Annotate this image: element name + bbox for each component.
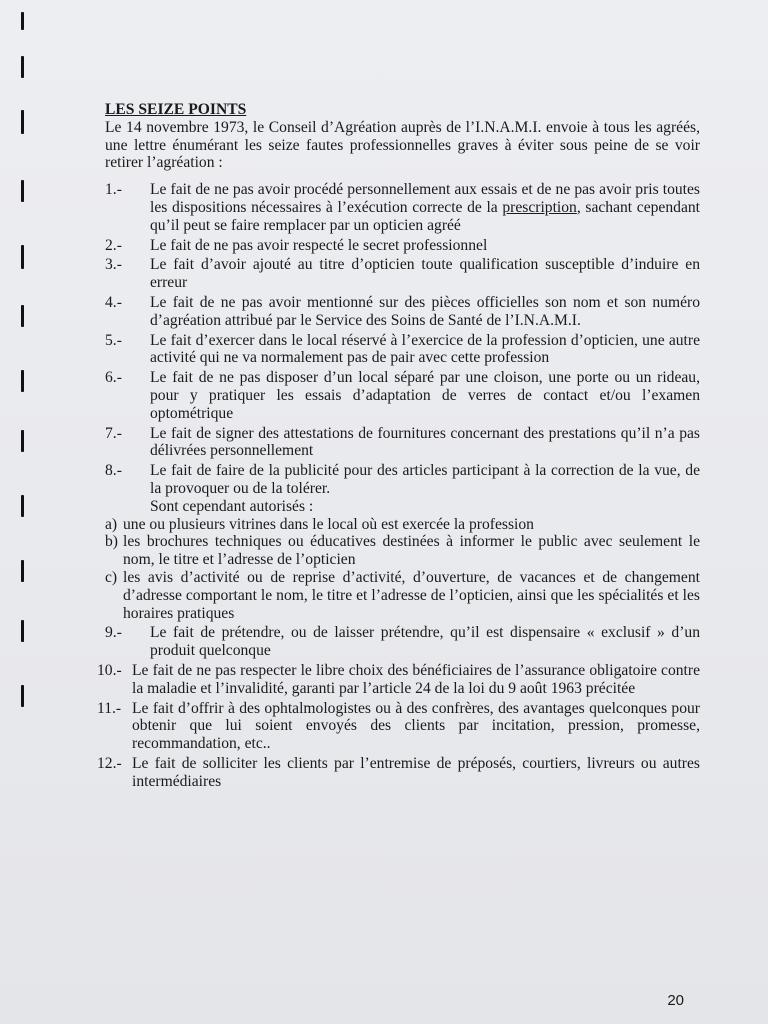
sub-intro: Sont cependant autorisés :	[150, 497, 314, 515]
list-item: 7.- Le fait de signer des attestations de fournitures concernant des prestations qu’il n’a pas délivrées personnellement	[105, 424, 700, 460]
page-title: LES SEIZE POINTS	[105, 101, 247, 118]
sub-list-item: b) les brochures techniques ou éducatives destinées à informer le public avec seulement le nom, le titre et l’adresse de l’opticien	[105, 533, 700, 569]
binder-marks	[18, 0, 28, 1024]
list-item: 6.- Le fait de ne pas disposer d’un local séparé par une cloison, une porte ou un rideau, pour y pratiquer les essais d’adaptation de verres de contact et/ou l’examen optométrique	[105, 369, 700, 422]
sub-list-item: c) les avis d’activité ou de reprise d’activité, d’ouverture, de vacances et de changement d’adresse comportant le nom, le titre et l’adresse de l’opticien, ainsi que les spécialités et les horaires pratiques	[105, 568, 700, 622]
list-item: 5.- Le fait d’exercer dans le local réservé à l’exercice de la profession d’opticien, une autre activité qui ne va normalement pas de pair avec cette profession	[105, 331, 700, 367]
document-body	[97, 101, 700, 792]
list-item: 12.- Le fait de solliciter les clients par l’entremise de préposés, courtiers, livreurs ou autres intermédiaires	[97, 754, 700, 790]
list-item: 10.- Le fait de ne pas respecter le libre choix des bénéficiaires de l’assurance obligatoire contre la maladie et l’invalidité, garanti par l’article 24 de la loi du 9 août 1963 précitée	[97, 661, 700, 697]
list-item: 8.- Le fait de faire de la publicité pour des articles participant à la correction de la vue, de la provoquer ou de la tolérer. Sont cependant autorisés : a) une ou plusieurs vitrines dans le local où est exercée la profession b) les brochures techniques ou éducatives destinées à informer le public avec seulement le nom, le titre et l’adresse de l’opticien c) les avis d’activité ou de reprise d’activité, d’ouverture, de vacances et de changement d’adresse comportant le nom, le titre et l’adresse de l’opticien, ainsi que les spécialités et les horaires pratiques	[105, 462, 700, 622]
list-item: 3.- Le fait d’avoir ajouté au titre d’opticien toute qualification susceptible d’induire en erreur	[105, 256, 700, 292]
list-item: 9.- Le fait de prétendre, ou de laisser prétendre, qu’il est dispensaire « exclusif » d’un produit quelconque	[105, 624, 700, 660]
page-number: 20	[667, 992, 684, 1009]
intro-paragraph: Le 14 novembre 1973, le Conseil d’Agréation auprès de l’I.N.A.M.I. envoie à tous les agréés, une lettre énumérant les seize fautes professionnelles graves à éviter sous peine de se voir retirer l’agréation :	[105, 118, 700, 172]
underlined-word: prescription	[502, 198, 577, 216]
list-item: 2.- Le fait de ne pas avoir respecté le secret professionnel	[105, 236, 488, 254]
list-item: 11.- Le fait d’offrir à des ophtalmologistes ou à des confrères, des avantages quelconques pour obtenir que lui soient envoyés des clients par incitation, pression, promesse, recommandation, etc..	[97, 699, 700, 753]
points-list	[97, 181, 700, 790]
list-item: 1.- Le fait de ne pas avoir procédé personnellement aux essais et de ne pas avoir pris toutes les dispositions nécessaires à l’exécution correcte de la prescription, sachant cependant qu’il peut se faire remplacer par un opticien agréé	[105, 181, 700, 234]
sub-list-item: a) une ou plusieurs vitrines dans le local où est exercée la profession	[105, 515, 534, 533]
list-item: 4.- Le fait de ne pas avoir mentionné sur des pièces officielles son nom et son numéro d’agréation attribué par le Service des Soins de Santé de l’I.N.A.M.I.	[105, 293, 700, 329]
